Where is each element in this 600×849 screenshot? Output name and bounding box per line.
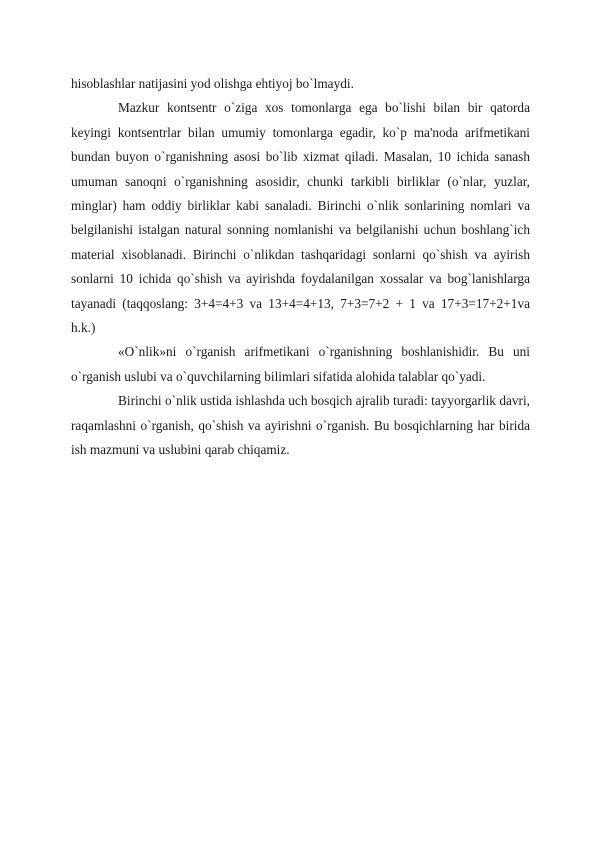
paragraph-bosqichlar: Birinchi o`nlik ustida ishlashda uch bosqich ajralib turadi: tayyorgarlik davri, raqamlashni o`rganish, qo`shish va ayirishni o`rganish. Bu bosqichlarning har birida ish mazmuni va uslubini qarab chiqamiz. (71, 393, 530, 458)
body-text (71, 72, 530, 463)
paragraph-onlik: «O`nlik»ni o`rganish arifmetikani o`rganishning boshlanishidir. Bu uni o`rganish uslubi va o`quvchilarning bilimlari sifatida alohida talablar qo`yadi. (71, 344, 530, 384)
paragraph-continuation: hisoblashlar natijasini yod olishga ehtiyoj bo`lmaydi. (71, 76, 354, 91)
paragraph-kontsentr: Mazkur kontsentr o`ziga xos tomonlarga ega bo`lishi bilan bir qatorda keyingi kontsentrlar bilan umumiy tomonlarga egadir, ko`p ma'noda arifmetikani bundan buyon o`rganishning asosi bo`lib xizmat qiladi. Masalan, 10 ichida sanash umuman sanoqni o`rganishning asosidir, chunki tarkibli birliklar (o`nlar, yuzlar, minglar) ham oddiy birliklar kabi sanaladi. Birinchi o`nlik sonlarining nomlari va belgilanishi istalgan natural sonning nomlanishi va belgilanishi uchun boshlang`ich material xisoblanadi. Birinchi o`nlikdan tashqaridagi sonlarni qo`shish va ayirish sonlarni 10 ichida qo`shish va ayirishda foydalanilgan xossalar va bog`lanishlarga tayanadi (taqqoslang: 3+4=4+3 va 13+4=4+13, 7+3=7+2 + 1 va 17+3=17+2+1va h.k.) (71, 100, 530, 336)
